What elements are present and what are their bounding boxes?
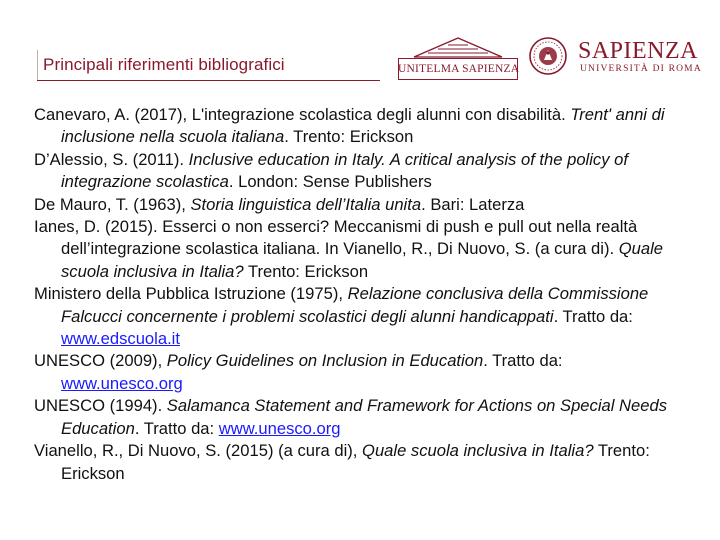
reference-publisher: . Bari: Laterza: [421, 194, 525, 214]
reference-item: [34, 350, 674, 395]
slide-title: Principali riferimenti bibliografici: [43, 55, 285, 74]
reference-link[interactable]: www.unesco.org: [218, 418, 341, 438]
unitelma-pediment-icon: [398, 36, 520, 60]
reference-title: Trent' anni di inclusione nella scuola italiana: [61, 105, 665, 147]
reference-item: [34, 104, 674, 149]
reference-link[interactable]: www.unesco.org: [61, 373, 183, 393]
unitelma-logo: [398, 36, 520, 82]
reference-author: De Mauro, T. (1963),: [34, 194, 191, 214]
sapienza-seal-icon: [528, 35, 568, 77]
reference-publisher: . London: Sense Publishers: [228, 172, 432, 192]
reference-title: Policy Guidelines on Inclusion in Education: [166, 351, 484, 371]
reference-item: [34, 194, 674, 216]
reference-author: D’Alessio, S. (2011).: [34, 149, 189, 169]
reference-item: [34, 216, 674, 283]
unitelma-name: UNITELMA SAPIENZA: [398, 63, 520, 75]
reference-item: [34, 283, 674, 350]
reference-title: Quale scuola inclusiva in Italia?: [362, 441, 594, 461]
reference-publisher: .: [483, 351, 493, 371]
reference-item: [34, 440, 674, 485]
reference-publisher: . Trento: Erickson: [284, 127, 414, 147]
reference-text: L'integrazione scolastica degli alunni con disabilità.: [191, 105, 571, 124]
reference-author: UNESCO (1994).: [34, 396, 167, 416]
sapienza-subtitle: UNIVERSITÀ DI ROMA: [580, 64, 702, 74]
reference-title: Salamanca Statement and Framework for Actions on Special Needs Education: [61, 396, 668, 438]
reference-title: Inclusive education in Italy. A critical analysis of the policy of integrazione scolastica: [61, 149, 628, 192]
title-rule-left: [37, 50, 38, 81]
reference-author: Ianes, D. (2015).: [34, 217, 163, 237]
page-number: 16: [675, 522, 683, 529]
reference-publisher: Trento: Erickson: [61, 441, 650, 483]
title-underline: [37, 80, 380, 81]
reference-author: UNESCO (2009),: [34, 351, 167, 371]
reference-author: Ministero della Pubblica Istruzione (1975),: [34, 284, 348, 304]
reference-publisher: .: [553, 306, 563, 326]
reference-title: Relazione conclusiva della Commissione Falcucci concernente i problemi scolastici degli alunni handicappati: [61, 284, 649, 326]
reference-author: Vianello, R., Di Nuovo, S. (2015) (a cura di),: [34, 441, 363, 461]
reference-title: Quale scuola inclusiva in Italia?: [61, 239, 663, 281]
reference-title: Storia linguistica dell’Italia unita: [190, 194, 422, 214]
reference-link-prefix: Tratto da:: [492, 351, 563, 371]
reference-item: [34, 149, 674, 194]
slide-header: [0, 0, 720, 88]
reference-link[interactable]: www.edscuola.it: [61, 329, 180, 349]
reference-author: Canevaro, A. (2017),: [34, 105, 192, 124]
reference-text: Esserci o non esserci? Meccanismi di push e pull out nella realtà dell’integrazione scolastica italiana. In Vianello, R., Di Nuovo, S. (a cura di).: [61, 217, 638, 259]
reference-list: [34, 104, 674, 485]
reference-publisher: Trento: Erickson: [243, 261, 369, 281]
reference-link-prefix: Tratto da:: [143, 418, 219, 438]
reference-item: [34, 395, 674, 440]
sapienza-name: SAPIENZA: [578, 38, 699, 64]
reference-link-prefix: Tratto da:: [562, 306, 633, 326]
reference-publisher: .: [134, 418, 144, 438]
